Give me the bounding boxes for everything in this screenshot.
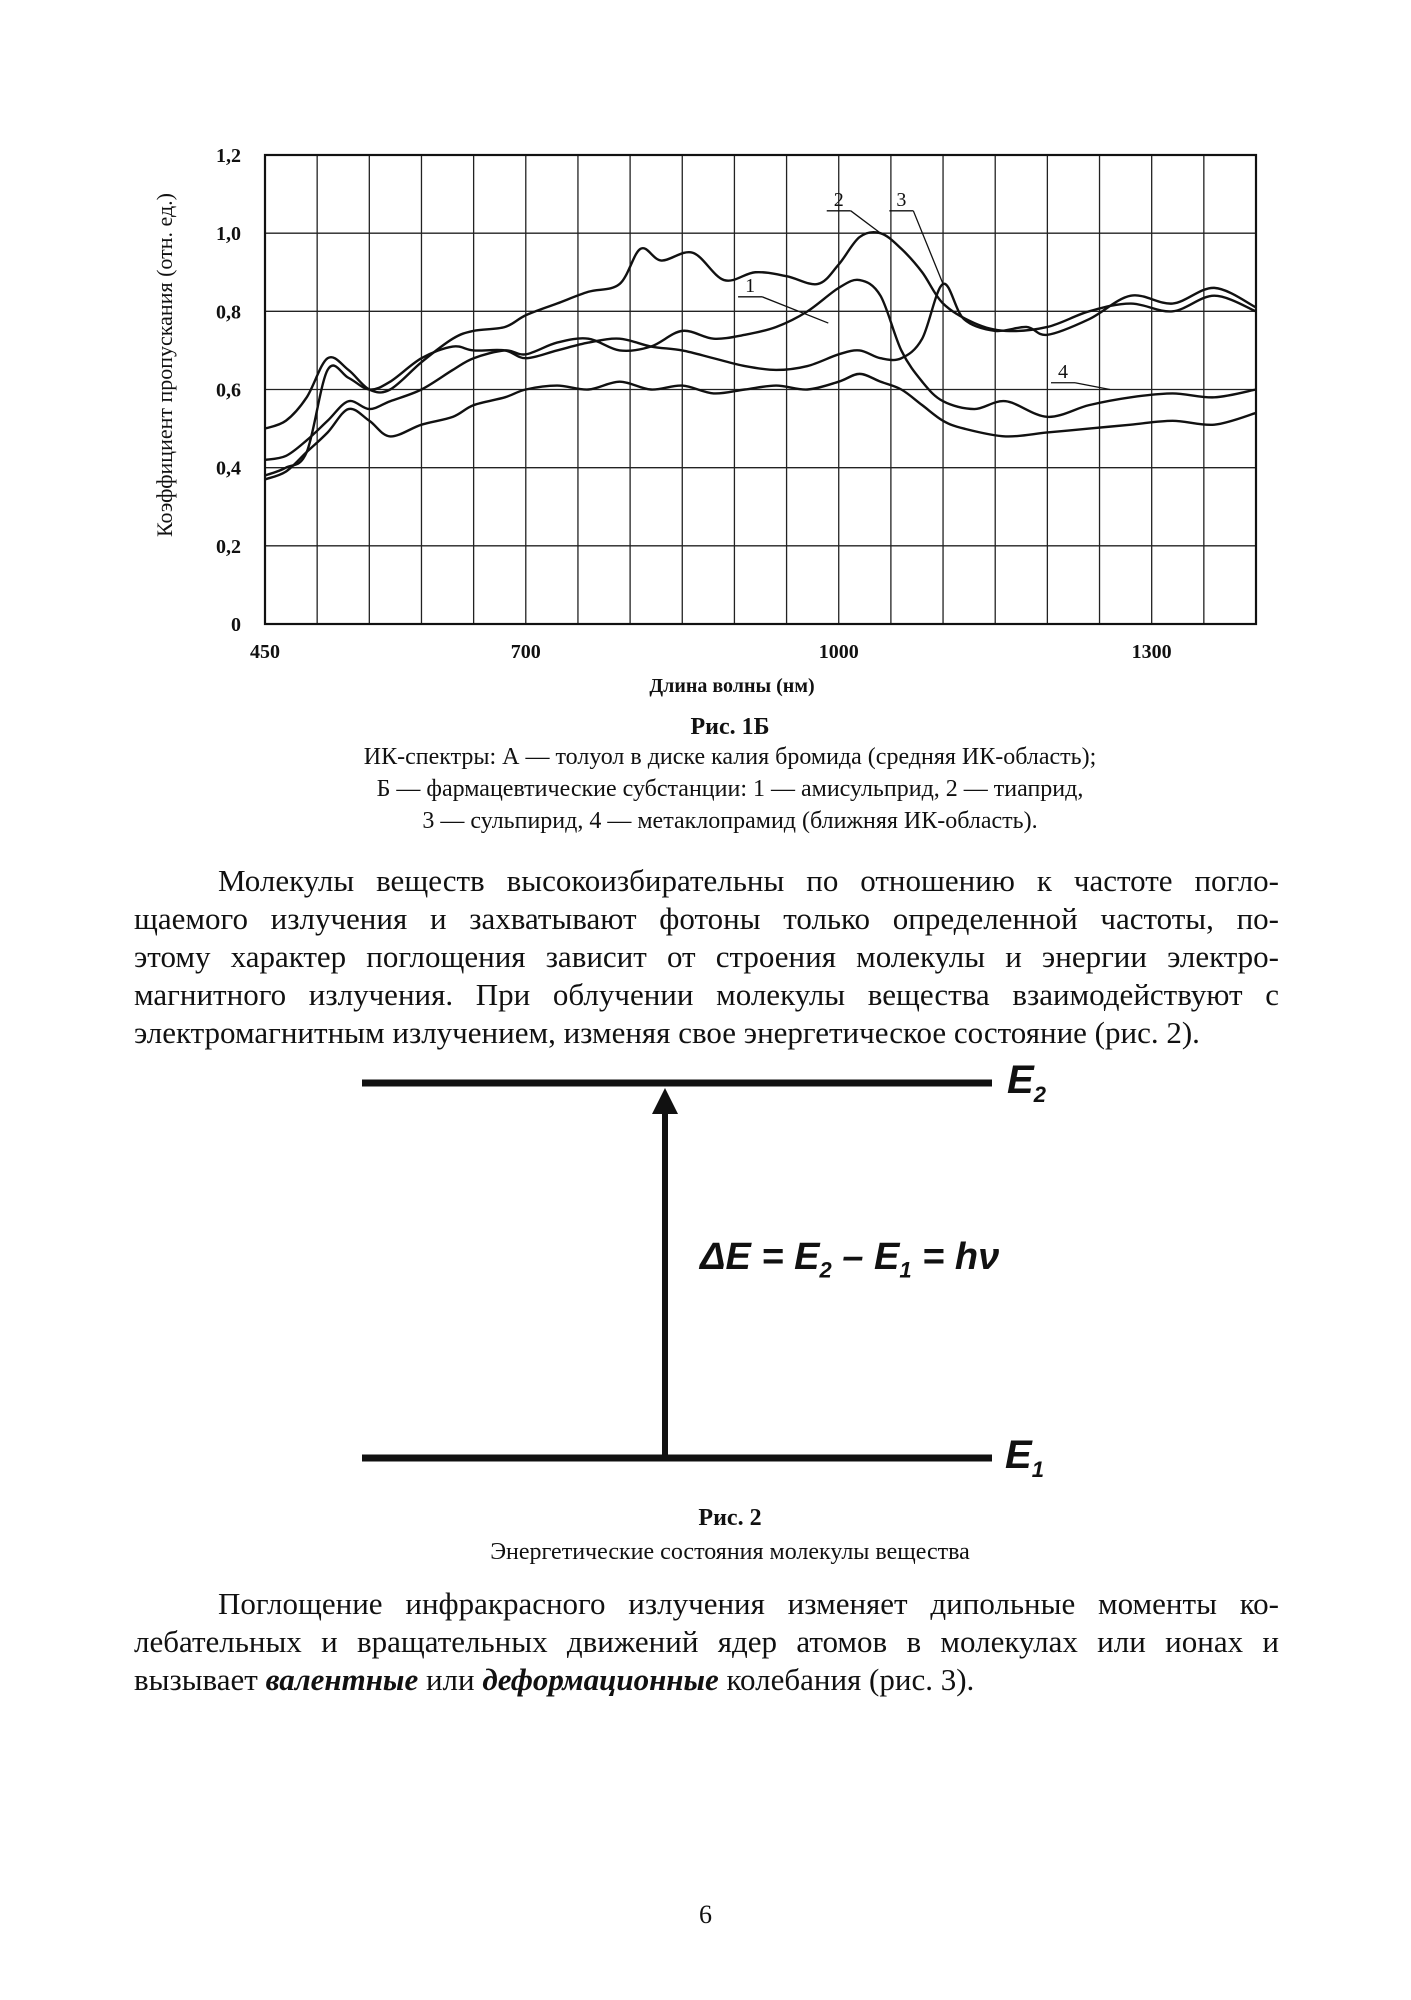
paragraph-line: Молекулы веществ высокоизбирательны по отношению к частоте погло-	[218, 863, 1279, 898]
figure1-number: Рис. 1Б	[690, 714, 770, 740]
upper-level-label: $E_2$	[1007, 1058, 1046, 1107]
paragraph-line: этому характер поглощения зависит от строения молекулы и энергии электро-	[134, 939, 1279, 974]
paragraph-2	[134, 1585, 1279, 1699]
paragraph-line: лебательных и вращательных движений ядер атомов в молекулах или ионах и	[134, 1624, 1279, 1659]
y-tick-label: 0,8	[216, 301, 241, 324]
figure2-caption-text: Энергетические состояния молекулы вещества	[490, 1539, 970, 1565]
figure2-caption	[180, 1505, 1280, 1568]
curve-label: 3	[896, 188, 907, 211]
y-tick-label: 1,0	[216, 223, 241, 246]
paragraph-line: вызывает валентные или деформационные колебания (рис. 3).	[134, 1662, 975, 1697]
paragraph-line: Поглощение инфракрасного излучения изменяет дипольные моменты ко-	[218, 1586, 1279, 1621]
x-tick-label: 1000	[818, 641, 859, 663]
x-tick-label: 700	[510, 641, 541, 663]
y-tick-label: 0,4	[216, 457, 241, 480]
curve-label: 1	[745, 274, 756, 297]
curve-label: 4	[1058, 360, 1069, 383]
lower-level-label: $E_1$	[1005, 1433, 1044, 1482]
chart-y-axis-label: Коэффициент пропускания (отн. ед.)	[152, 192, 177, 538]
paragraph-line: щаемого излучения и захватывают фотоны только определенной частоты, по-	[134, 901, 1279, 936]
term-deformation: деформационные	[482, 1662, 719, 1697]
y-tick-label: 0	[231, 614, 241, 636]
page-number: 6	[699, 1900, 712, 1929]
transition-arrow-head	[652, 1088, 678, 1114]
chart-x-axis-label: Длина волны (нм)	[649, 675, 815, 697]
figure1-caption-line: Б — фармацевтические субстанции: 1 — амисульприд, 2 — тиаприд,	[376, 776, 1084, 802]
figure1-caption-line: ИК-спектры: А — толуол в диске калия бромида (средняя ИК-область);	[363, 744, 1097, 770]
paragraph-line: магнитного излучения. При облучении молекулы вещества взаимодействуют с	[134, 977, 1279, 1012]
figure2-number: Рис. 2	[698, 1505, 762, 1531]
curve-label: 2	[833, 188, 844, 211]
x-tick-label: 1300	[1131, 641, 1172, 663]
term-valence: валентные	[265, 1662, 419, 1697]
y-tick-label: 0,2	[216, 535, 241, 558]
y-tick-label: 1,2	[216, 145, 241, 167]
x-tick-label: 450	[250, 641, 280, 663]
y-tick-label: 0,6	[216, 379, 241, 402]
energy-equation: $\Delta E = E_2 - E_1 = h\nu$	[700, 1236, 1000, 1283]
figure1-caption-line: 3 — сульпирид, 4 — метаклопрамид (ближняя ИК-область).	[422, 808, 1038, 834]
paragraph-line: электромагнитным излучением, изменяя свое энергетическое состояние (рис. 2).	[134, 1015, 1200, 1050]
